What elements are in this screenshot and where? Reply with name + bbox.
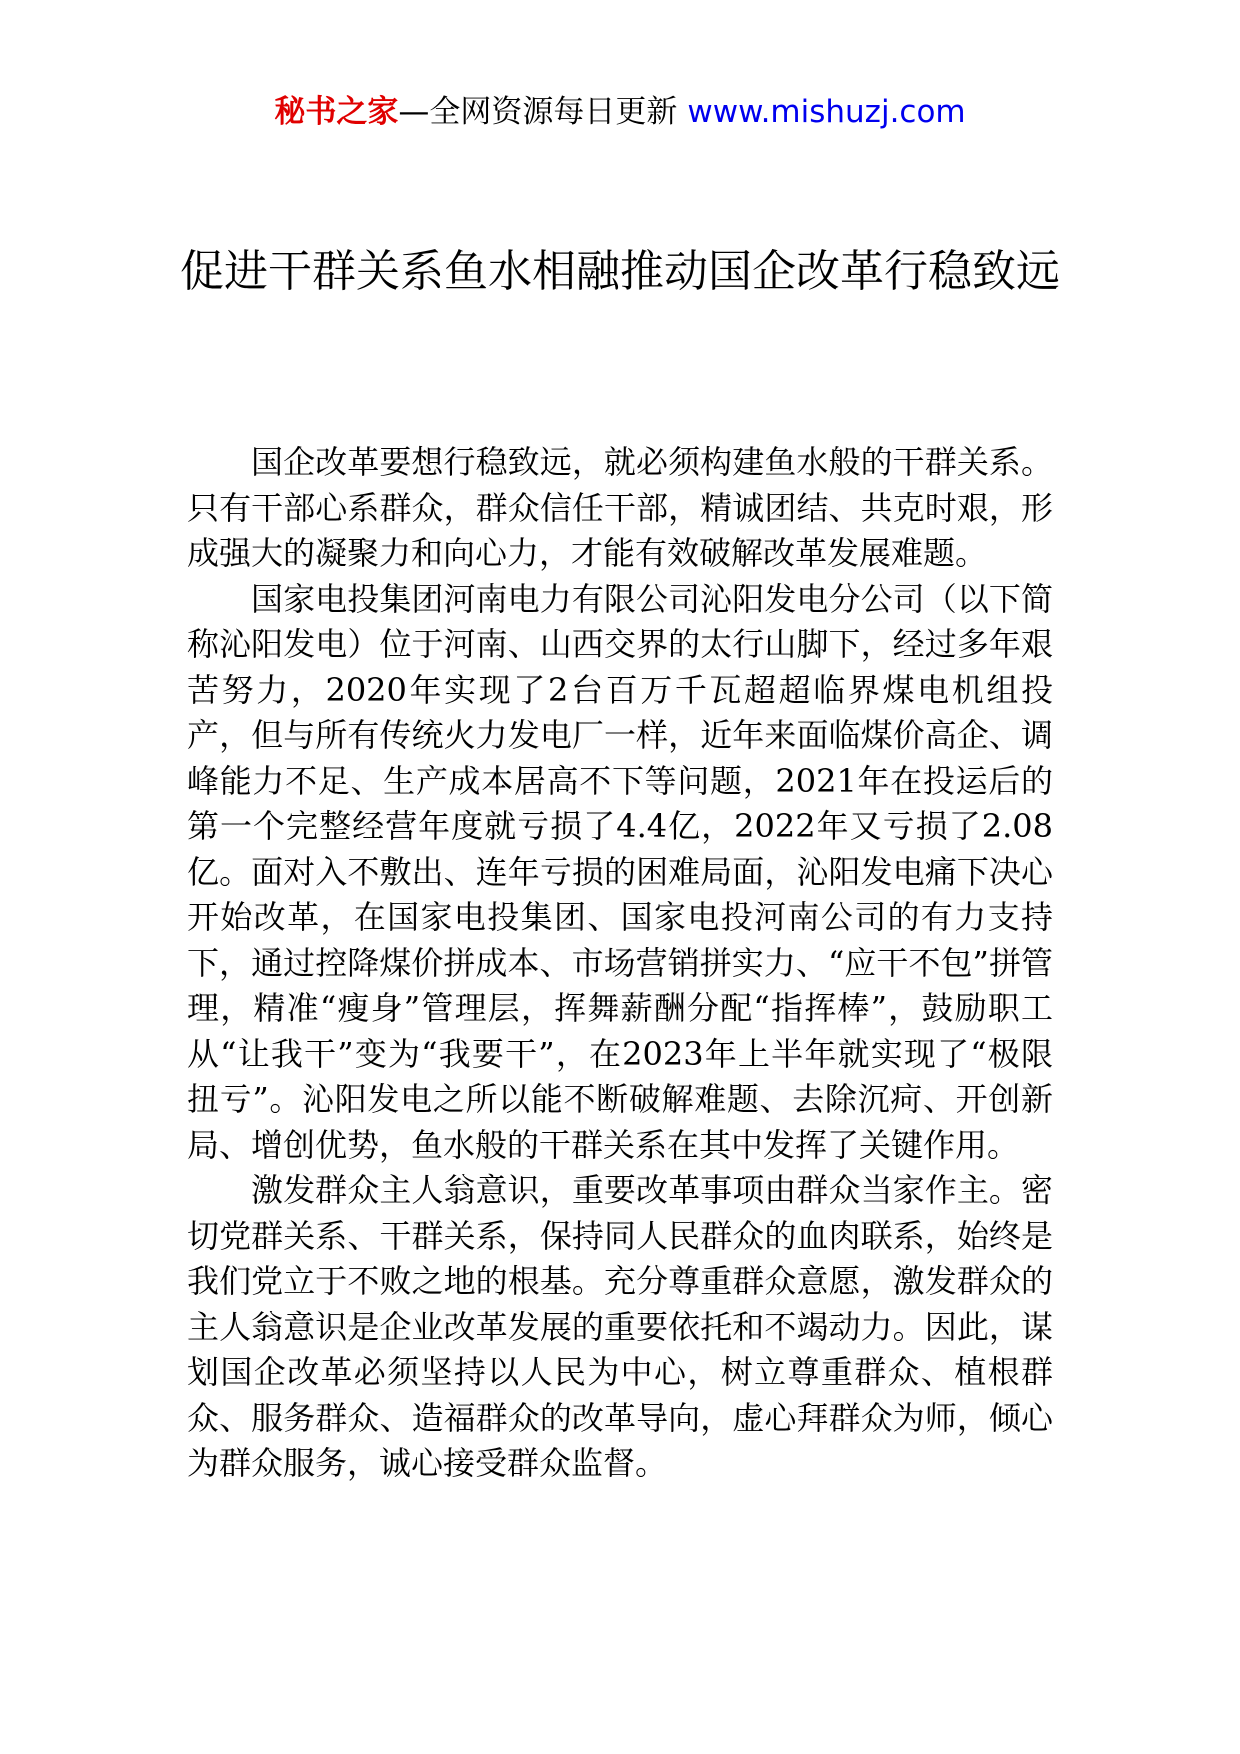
document-body [187,440,1053,1487]
header-tagline: —全网资源每日更新 [398,94,678,130]
paragraph: 激发群众主人翁意识，重要改革事项由群众当家作主。密切党群关系、干群关系，保持同人民群众的血肉联系，始终是我们党立于不败之地的根基。充分尊重群众意愿，激发群众的主人翁意识是企业改革发展的重要依托和不竭动力。因此，谋划国企改革必须坚持以人民为中心，树立尊重群众、植根群众、服务群众、造福群众的改革导向，虚心拜群众为师，倾心为群众服务，诚心接受群众监督。 [187,1171,1053,1482]
brand-name: 秘书之家 [274,94,399,130]
site-url-link[interactable]: www.mishuzj.com [687,94,966,130]
paragraph: 国家电投集团河南电力有限公司沁阳发电分公司（以下简称沁阳发电）位于河南、山西交界的太行山脚下，经过多年艰苦努力，2020年实现了2台百万千瓦超超临界煤电机组投产，但与所有传统火力发电厂一样，近年来面临煤价高企、调峰能力不足、生产成本居高不下等问题，2021年在投运后的第一个完整经营年度就亏损了4.4亿，2022年又亏损了2.08亿。面对入不敷出、连年亏损的困难局面，沁阳发电痛下决心开始改革，在国家电投集团、国家电投河南公司的有力支持下，通过控降煤价拼成本、市场营销拼实力、“应干不包”拼管理，精准“瘦身”管理层，挥舞薪酬分配“指挥棒”，鼓励职工从“让我干”变为“我要干”，在2023年上半年就实现了“极限扭亏”。沁阳发电之所以能不断破解难题、去除沉疴、开创新局、增创优势，鱼水般的干群关系在其中发挥了关键作用。 [187,579,1053,1164]
header-banner [0,92,1240,132]
paragraph: 国企改革要想行稳致远，就必须构建鱼水般的干群关系。只有干部心系群众，群众信任干部，精诚团结、共克时艰，形成强大的凝聚力和向心力，才能有效破解改革发展难题。 [187,443,1053,572]
document-title: 促进干群关系鱼水相融推动国企改革行稳致远 [180,246,1060,297]
